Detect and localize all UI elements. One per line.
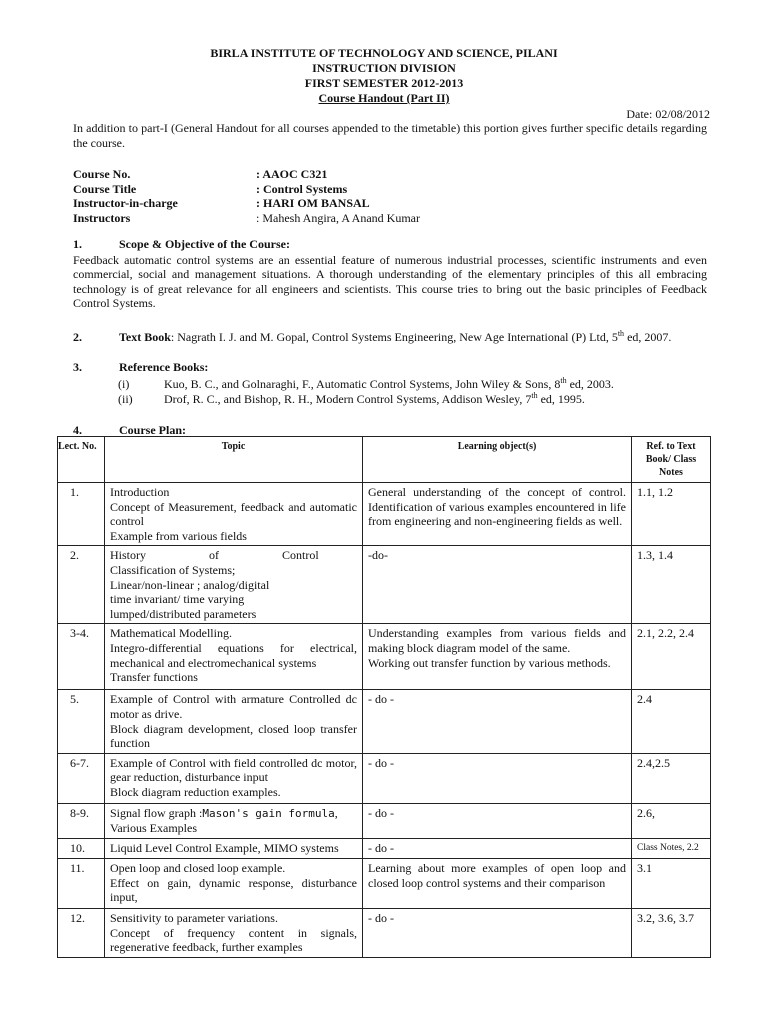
reference-cell: 1.1, 1.2 (632, 483, 711, 546)
handout-date: Date: 02/08/2012 (626, 107, 710, 121)
scope-paragraph: Feedback automatic control systems are an essential feature of numerous industrial processes, scientific instruments and even commercial, social and management situations. A thorough understanding of the elementary principles of this all embracing technology is of great relevance for all engineers and scientists. This course tries to bring out the basic principles of Feedback Control Systems. (73, 253, 707, 311)
objective-cell: - do - (363, 690, 632, 753)
course-info-row (73, 182, 420, 197)
topic-cell: Example of Control with armature Controlled dc motor as drive. Block diagram development, closed loop transfer function (105, 690, 363, 753)
reference-cell: Class Notes, 2.2 (632, 838, 711, 858)
topic-cell: Introduction Concept of Measurement, feedback and automatic control Example from various fields (105, 483, 363, 546)
reference-cell: 2.4 (632, 690, 711, 753)
topic-cell: History of Control Classification of Systems; Linear/non-linear ; analog/digital time invariant/ time varying lumped/distributed parameters (105, 546, 363, 624)
section-heading-scope: 1. Scope & Objective of the Course: (73, 237, 290, 251)
section-heading-course-plan: 4. Course Plan: (73, 423, 186, 437)
course-info-value: : AAOC C321 (256, 167, 328, 181)
course-info-label: Course Title (73, 181, 137, 196)
objective-cell: - do - (363, 803, 632, 838)
lecture-number: 6-7. (58, 753, 105, 803)
reference-cell: 3.1 (632, 858, 711, 908)
table-row (58, 546, 711, 624)
course-info (73, 167, 420, 225)
table-row (58, 838, 711, 858)
column-header: Learning object(s) (363, 437, 632, 483)
course-info-row (73, 211, 420, 226)
table-row (58, 624, 711, 690)
institute-name: BIRLA INSTITUTE OF TECHNOLOGY AND SCIENCE, PILANI (210, 46, 558, 60)
table-row (58, 858, 711, 908)
objective-cell: - do - (363, 753, 632, 803)
table-row (58, 483, 711, 546)
course-info-label: Instructors (73, 210, 131, 225)
topic-cell: Open loop and closed loop example. Effect on gain, dynamic response, disturbance input, (105, 858, 363, 908)
course-info-row (73, 196, 420, 211)
course-info-value: : HARI OM BANSAL (256, 196, 370, 211)
course-info-value: : Control Systems (256, 181, 348, 196)
lecture-number: 11. (58, 858, 105, 908)
reference-list (118, 377, 614, 406)
table-header-row (58, 437, 711, 483)
column-header: Ref. to Text Book/ Class Notes (632, 437, 711, 483)
reference-cell: 3.2, 3.6, 3.7 (632, 908, 711, 957)
column-header: Lect. No. (58, 437, 105, 483)
lecture-number: 2. (58, 546, 105, 624)
lecture-number: 8-9. (58, 803, 105, 838)
topic-cell: Example of Control with field controlled dc motor, gear reduction, disturbance input Block diagram reduction examples. (105, 753, 363, 803)
objective-cell: -do- (363, 546, 632, 624)
lecture-number: 3-4. (58, 624, 105, 690)
reference-cell: 2.4,2.5 (632, 753, 711, 803)
course-info-label: Course No. (73, 167, 131, 181)
topic-cell: Signal flow graph :Mason's gain formula, Various Examples (105, 803, 363, 838)
table-row (58, 908, 711, 957)
course-info-value: : Mahesh Angira, A Anand Kumar (256, 210, 420, 225)
section-heading-references: 3. Reference Books: (73, 360, 209, 374)
course-plan-table (57, 436, 711, 958)
lecture-number: 1. (58, 483, 105, 546)
reference-item: (i) Kuo, B. C., and Golnaraghi, F., Automatic Control Systems, John Wiley & Sons, 8th ed, 2003. (118, 376, 614, 391)
reference-item: (ii) Drof, R. C., and Bishop, R. H., Modern Control Systems, Addison Wesley, 7th ed, 1995. (118, 390, 585, 406)
semester: FIRST SEMESTER 2012-2013 (304, 76, 464, 90)
reference-cell: 2.6, (632, 803, 711, 838)
course-info-label: Instructor-in-charge (73, 196, 178, 211)
objective-cell: - do - (363, 908, 632, 957)
reference-cell: 2.1, 2.2, 2.4 (632, 624, 711, 690)
lecture-number: 10. (58, 838, 105, 858)
table-row (58, 690, 711, 753)
objective-cell: Learning about more examples of open loop and closed loop control systems and their comparison (363, 858, 632, 908)
lecture-number: 5. (58, 690, 105, 753)
intro-paragraph: In addition to part-I (General Handout for all courses appended to the timetable) this portion gives further specific details regarding the course. (73, 121, 707, 150)
topic-cell: Liquid Level Control Example, MIMO systems (105, 838, 363, 858)
topic-cell: Sensitivity to parameter variations. Concept of frequency content in signals, regenerative feedback, further examples (105, 908, 363, 957)
handout-title: Course Handout (Part II) (318, 91, 450, 105)
topic-cell: Mathematical Modelling. Integro-differential equations for electrical, mechanical and electromechanical systems Transfer functions (105, 624, 363, 690)
reference-cell: 1.3, 1.4 (632, 546, 711, 624)
lecture-number: 12. (58, 908, 105, 957)
objective-cell: Understanding examples from various fields and making block diagram model of the same. Working out transfer function by various methods. (363, 624, 632, 690)
course-info-row (73, 167, 420, 182)
table-row (58, 803, 711, 838)
table-row (58, 753, 711, 803)
objective-cell: General understanding of the concept of control. Identification of various examples encountered in life from engineering and non-engineering fields as well. (363, 483, 632, 546)
column-header: Topic (105, 437, 363, 483)
objective-cell: - do - (363, 838, 632, 858)
section-text-book: 2. Text Book: Nagrath I. J. and M. Gopal, Control Systems Engineering, New Age International (P) Ltd, 5th ed, 2007. (73, 329, 672, 344)
division-name: INSTRUCTION DIVISION (312, 61, 456, 75)
